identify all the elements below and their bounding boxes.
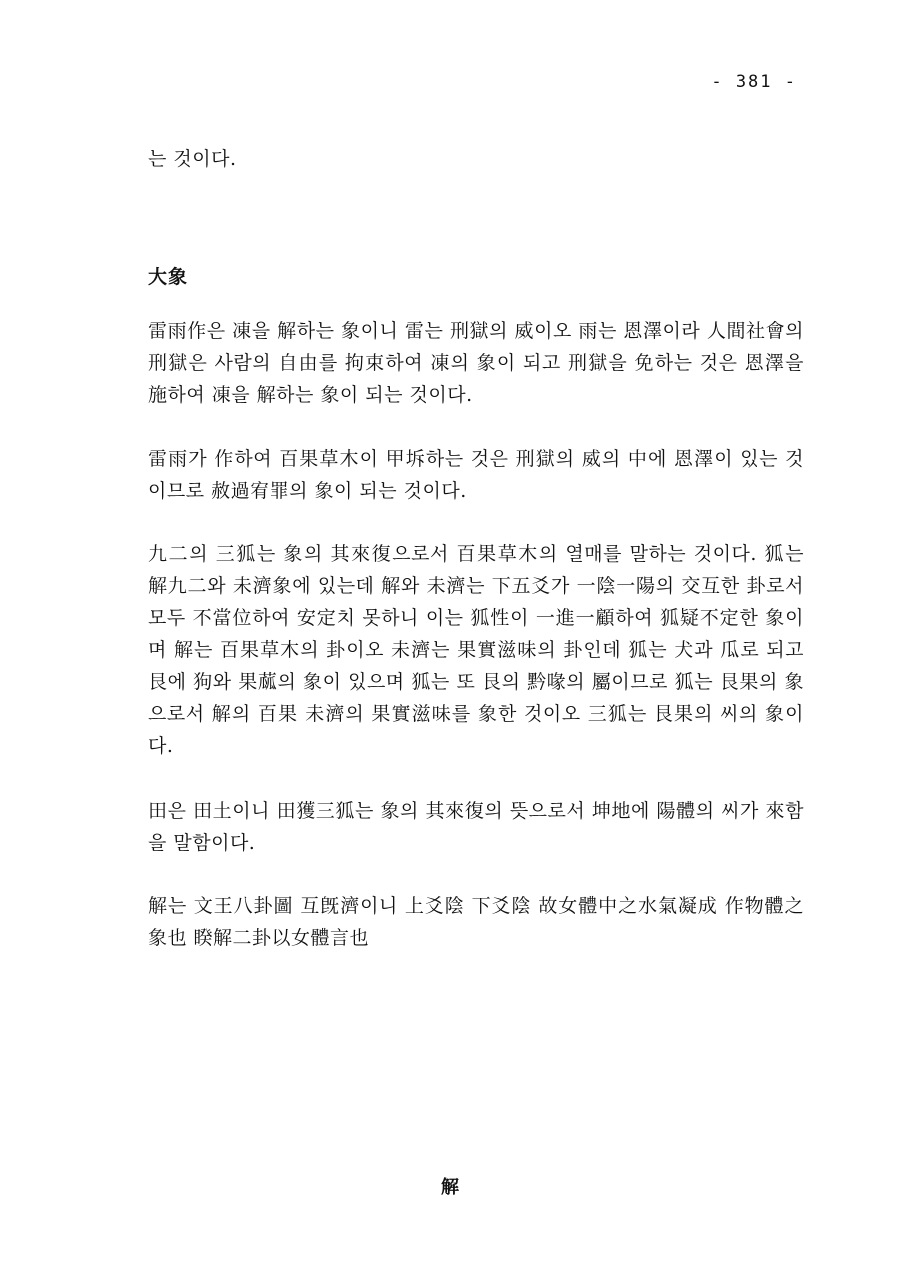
paragraph: 雷雨가 作하여 百果草木이 甲坼하는 것은 刑獄의 威의 中에 恩澤이 있는 것이므로 赦過宥罪의 象이 되는 것이다. (148, 448, 804, 502)
paragraph: 雷雨作은 凍을 解하는 象이니 雷는 刑獄의 威이오 雨는 恩澤이라 人間社會의 刑獄은 사람의 自由를 拘束하여 凍의 象이 되고 刑獄을 免하는 것은 恩澤을 施하여 凍을 解하는 象이 되는 것이다. (148, 320, 804, 406)
page-number: - 381 - (711, 72, 797, 92)
intro-line: 는 것이다. (148, 148, 237, 170)
section-heading: 大象 (148, 266, 189, 288)
paragraph: 解는 文王八卦圖 互旣濟이니 上爻陰 下爻陰 故女體中之水氣凝成 作物體之象也 睽解二卦以女體言也 (148, 895, 804, 949)
paragraph: 九二의 三狐는 象의 其來復으로서 百果草木의 열매를 말하는 것이다. 狐는 解九二와 未濟象에 있는데 解와 未濟는 下五爻가 一陰一陽의 交互한 卦로서 모두 不當位하여 安定치 못하니 이는 狐性이 一進一顧하여 狐疑不定한 象이며 解는 百果草木의 卦이오 未濟는 果實滋味의 卦인데 狐는 犬과 瓜로 되고 艮에 狗와 果蓏의 象이 있으며 狐는 또 艮의 黔喙의 屬이므로 狐는 艮果의 象으로서 解의 百果 未濟의 果實滋味를 象한 것이오 三狐는 艮果의 씨의 象이다. (148, 543, 804, 757)
paragraph: 田은 田土이니 田獲三狐는 象의 其來復의 뜻으로서 坤地에 陽體의 씨가 來함을 말함이다. (148, 800, 804, 854)
footer-label: 解 (441, 1177, 459, 1198)
